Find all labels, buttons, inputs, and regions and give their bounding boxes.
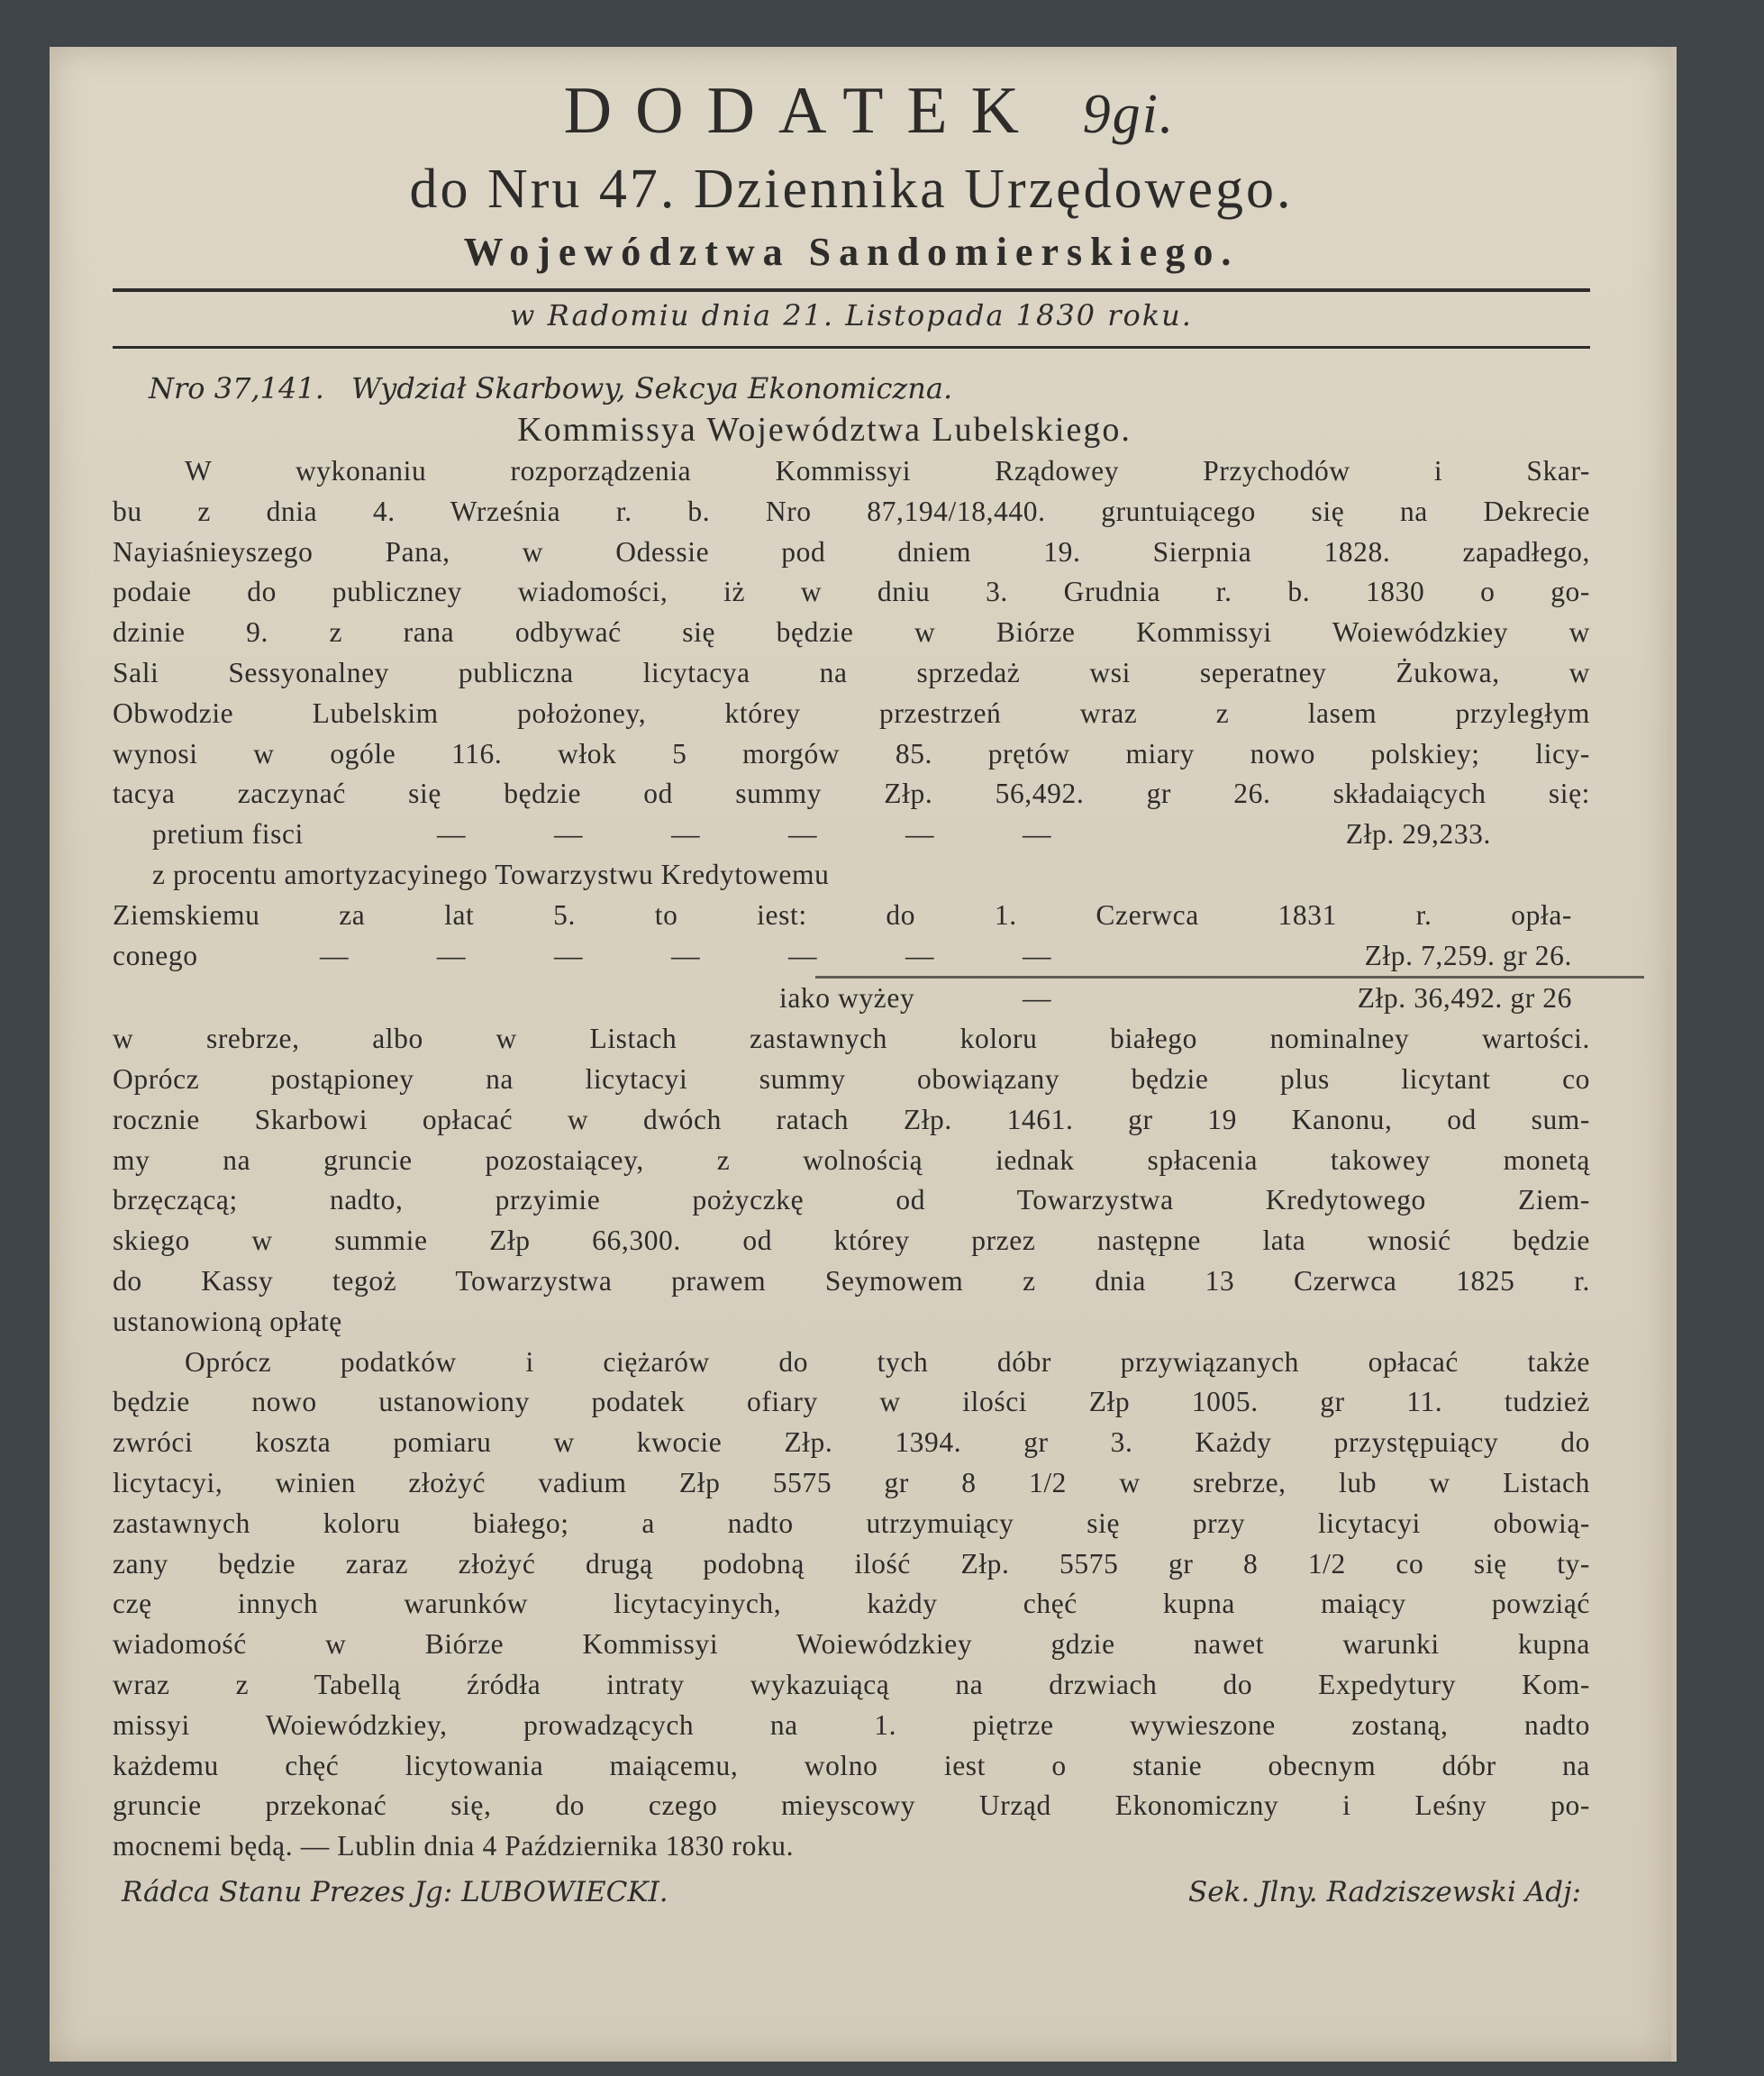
ledger-label: iako wyżey: [779, 982, 915, 1015]
supplement-number: 9gi.: [1082, 84, 1176, 145]
commission-name: Kommissya Województwa Lubelskiego.: [517, 411, 1132, 449]
text-line: tacya zaczynać się będzie od summy Złp. 56,492. gr 26. składaiących się:: [113, 778, 1590, 810]
text-line: zany będzie zaraz złożyć drugą podobną ilość Złp. 5575 gr 8 1/2 co się ty-: [113, 1547, 1590, 1580]
ledger-dash: —: [1023, 818, 1052, 851]
department-name: Wydział Skarbowy, Sekcya Ekonomiczna.: [351, 371, 953, 405]
ledger-dash: —: [1023, 982, 1052, 1015]
text-line: wiadomość w Biórze Kommissyi Woiewódzkiey gdzie nawet warunki kupna: [113, 1628, 1590, 1661]
text-line: dzinie 9. z rana odbywać się będzie w Biórze Kommissyi Woiewódzkiey w: [113, 616, 1590, 649]
text-line: gruncie przekonać się, do czego mieyscowy Urząd Ekonomiczny i Leśny po-: [113, 1789, 1590, 1822]
text-line: licytacyi, winien złożyć vadium Złp 5575 gr 8 1/2 w srebrze, lub w Listach: [113, 1466, 1590, 1498]
text-line: Oprócz postąpioney na licytacyi summy obowiązany będzie plus licytant co: [113, 1062, 1590, 1095]
ledger-row-fisci: [113, 815, 1590, 855]
section-header: [113, 369, 1590, 408]
text-line: Nayiaśnieyszego Pana, w Odessie pod dniem 19. Sierpnia 1828. zapadłego,: [113, 535, 1590, 568]
ledger-label: conego: [113, 939, 198, 971]
text-line: rocznie Skarbowi opłacać w dwóch ratach Złp. 1461. gr 19 Kanonu, od sum-: [113, 1103, 1590, 1135]
ledger-dash: —: [671, 939, 701, 971]
text-line: zwróci koszta pomiaru w kwocie Złp. 1394. gr 3. Każdy przystępuiący do: [113, 1426, 1590, 1459]
announcement-body: [113, 451, 1590, 1867]
text-line: Ziemskiemu za lat 5. to iest: do 1. Czerwca 1831 r. opła-: [113, 898, 1572, 931]
text-line: będzie nowo ustanowiony podatek ofiary w ilości Złp 1005. gr 11. tudzież: [113, 1386, 1590, 1418]
text-line: brzęczącą; nadto, przyimie pożyczkę od Towarzystwa Kredytowego Ziem-: [113, 1184, 1590, 1216]
ledger-dash: —: [554, 939, 584, 971]
text-line: zastawnych koloru białego; a nadto utrzymuiący się przy licytacyi obowią-: [113, 1507, 1590, 1539]
dodatek-word: DODATEK: [563, 74, 1043, 148]
bottom-rule: [113, 346, 1590, 349]
text-line: Oprócz podatków i ciężarów do tych dóbr przywiązanych opłacać także: [185, 1345, 1590, 1378]
text-line: bu z dnia 4. Września r. b. Nro 87,194/18,440. gruntuiącego się na Dekrecie: [113, 495, 1590, 527]
ledger-dash: —: [437, 939, 467, 971]
text-line: każdemu chęć licytowania maiącemu, wolno iest o stanie obecnym dóbr na: [113, 1749, 1590, 1781]
text-line: Sali Sessyonalney publiczna licytacya na sprzedaż wsi seperatney Żukowa, w: [113, 656, 1590, 688]
document-page: [50, 47, 1677, 2062]
text-line: W wykonaniu rozporządzenia Kommissyi Rządowey Przychodów i Skar-: [185, 455, 1590, 487]
ledger-dash: —: [554, 818, 584, 851]
ledger-label: pretium fisci: [152, 818, 304, 851]
ledger-amount: Złp. 29,233.: [1345, 818, 1491, 851]
text-line: wynosi w ogóle 116. włok 5 morgów 85. prętów miary nowo polskiey; licy-: [113, 737, 1590, 769]
text-line: wraz z Tabellą źródła intraty wykazuiącą na drzwiach do Expedytury Kom-: [113, 1668, 1590, 1700]
dateline: w Radomiu dnia 21. Listopada 1830 roku.: [510, 298, 1193, 332]
ledger-dash: —: [788, 818, 818, 851]
signature-secretary: Sek. Jlny. Radziszewski Adj:: [1188, 1875, 1581, 1908]
signature-president: Rádca Stanu Prezes Jg: LUBOWIECKI.: [122, 1875, 668, 1908]
text-line: skiego w summie Złp 66,300. od którey przez następne lata wnosić będzie: [113, 1225, 1590, 1257]
text-line: mocnemi będą. — Lublin dnia 4 Października 1830 roku.: [113, 1830, 795, 1862]
text-line: podaie do publiczney wiadomości, iż w dniu 3. Grudnia r. b. 1830 o go-: [113, 576, 1590, 608]
ledger-amount: Złp. 36,492. gr 26: [1357, 982, 1572, 1015]
voivodeship-subtitle: Województwa Sandomierskiego.: [463, 230, 1240, 274]
signature-line: [113, 1872, 1590, 1912]
journal-title: do Nru 47. Dziennika Urzędowego.: [409, 159, 1294, 220]
ledger-dash: —: [437, 818, 467, 851]
dodatek-heading: [149, 70, 1590, 155]
page-content: [113, 70, 1590, 1912]
ledger-dash: —: [788, 939, 818, 971]
ledger-dash: —: [320, 939, 350, 971]
text-line: my na gruncie pozostaiącey, z wolnością iednak spłacenia takowey monetą: [113, 1143, 1590, 1176]
ledger-dash: —: [905, 939, 935, 971]
text-line: czę innych warunków licytacyinych, każdy chęć kupna maiący powziąć: [113, 1588, 1590, 1620]
ledger-row-total: [113, 979, 1590, 1019]
ledger-dash: —: [671, 818, 701, 851]
ledger-dash: —: [1023, 939, 1052, 971]
ledger-amount: Złp. 7,259. gr 26.: [1364, 939, 1572, 971]
masthead: [113, 70, 1590, 281]
text-line: Obwodzie Lubelskim położoney, którey przestrzeń wraz z lasem przyległym: [113, 697, 1590, 729]
ledger-dash: —: [905, 818, 935, 851]
text-line: missyi Woiewódzkiey, prowadzących na 1. piętrze wywieszone zostaną, nadto: [113, 1708, 1590, 1741]
text-line: w srebrze, albo w Listach zastawnych koloru białego nominalney wartości.: [113, 1023, 1590, 1055]
text-line: z procentu amortyzacyinego Towarzystwu Kredytowemu: [152, 858, 830, 890]
ledger-row-amortization: [113, 936, 1590, 977]
text-line: do Kassy tegoż Towarzystwa prawem Seymowem z dnia 13 Czerwca 1825 r.: [113, 1264, 1590, 1297]
text-line: ustanowioną opłatę: [113, 1305, 342, 1337]
nro-number: Nro 37,141.: [149, 371, 324, 405]
